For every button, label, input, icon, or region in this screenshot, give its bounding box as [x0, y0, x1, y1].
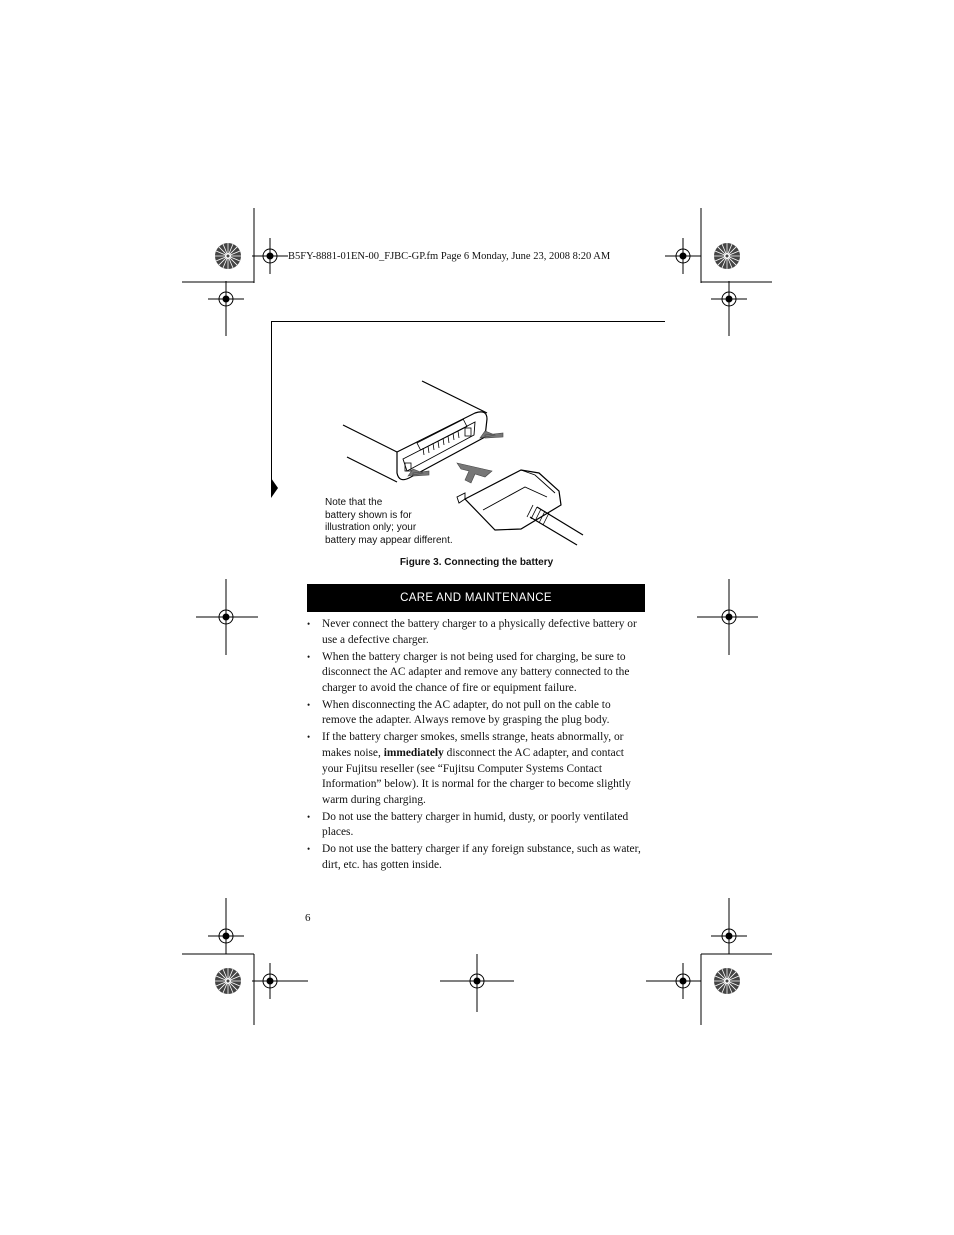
list-item-text: Do not use the battery charger if any foreign substance, such as water, dirt, etc. has gotten inside. [322, 843, 641, 871]
starburst-target-icon [714, 968, 740, 994]
bullet-icon: • [307, 844, 311, 855]
bullet-icon: • [307, 732, 311, 743]
list-item-text: When the battery charger is not being used for charging, be sure to disconnect the AC adapter and remove any battery connected to the charger to avoid the chance of fire or equipment failure. [322, 650, 630, 694]
crop-marks-bottom [182, 898, 772, 1025]
bullet-icon: • [307, 699, 311, 710]
figure-note-line: illustration only; your [325, 522, 417, 533]
list-item-text-before: If the battery charger smokes, smells strange, heats abnormally, or makes noise, [322, 731, 624, 759]
registration-mark-icon [665, 238, 701, 274]
page-number: 6 [305, 912, 311, 924]
list-item-text: Never connect the battery charger to a physically defective battery or use a defective charger. [322, 618, 637, 646]
list-item-text: When disconnecting the AC adapter, do not pull on the cable to remove the adapter. Always remove by grasping the plug body. [322, 698, 611, 727]
bullet-icon: • [307, 811, 311, 822]
section-title: CARE AND MAINTENANCE [400, 592, 552, 604]
figure-note-line: battery shown is for [325, 509, 412, 521]
slug-line: B5FY-8881-01EN-00_FJBC-GP.fm Page 6 Monday, June 23, 2008 8:20 AM [288, 251, 611, 262]
figure-note-line: battery may appear different. [325, 534, 453, 546]
registration-mark-icon [252, 238, 288, 274]
starburst-target-icon [215, 968, 241, 994]
list-item-text: Do not use the battery charger in humid, dusty, or poorly ventilated places. [322, 810, 629, 839]
crop-marks-side [196, 579, 758, 655]
list-item-text-after: disconnect the AC adapter, and contact your Fujitsu reseller (see “Fujitsu Computer Systems Contact Information” below). It is normal for the charger to become slightly warm during charging. [322, 746, 631, 806]
list-item-emphasis: immediately [383, 746, 444, 759]
bullet-icon: • [307, 619, 311, 629]
bullet-icon: • [307, 651, 311, 662]
starburst-target-icon [714, 243, 740, 269]
starburst-target-icon [215, 243, 241, 269]
figure-caption: Figure 3. Connecting the battery [399, 557, 554, 568]
figure-note-line: Note that the [325, 497, 383, 508]
